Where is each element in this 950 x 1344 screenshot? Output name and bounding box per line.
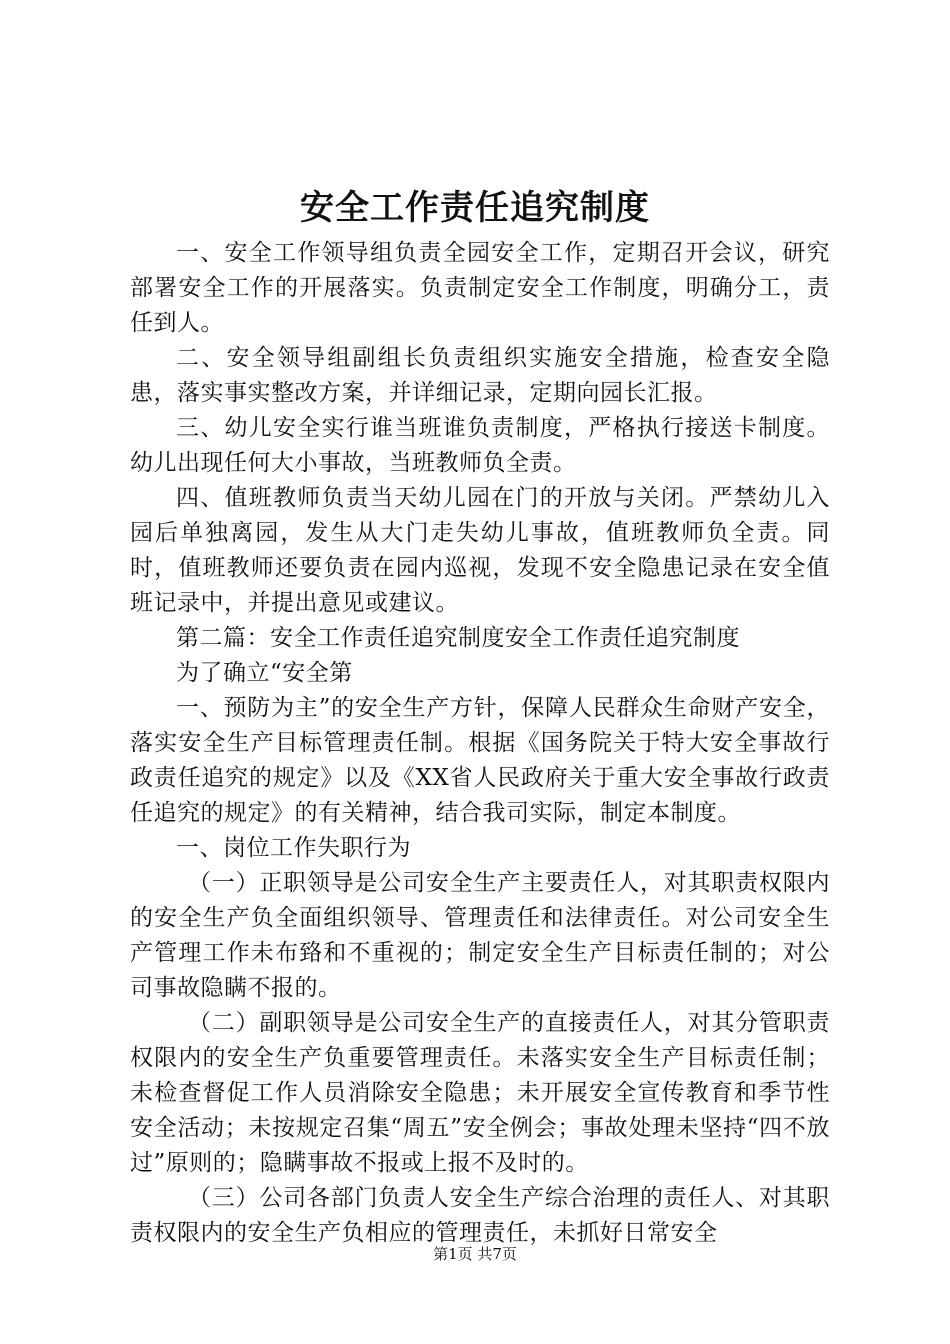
document-body (130, 236, 830, 1251)
paragraph-6: 为了确立“安全第 (176, 660, 353, 686)
paragraph-11: （三）公司各部门负责人安全生产综合治理的责任人、对其职责权限内的安全生产负相应的管理责任，未抓好日常安全 (130, 1185, 830, 1246)
paragraph-4: 四、值班教师负责当天幼儿园在门的开放与关闭。严禁幼儿入园后单独离园，发生从大门走失幼儿事故，值班教师负全责。同时，值班教师还要负责在园内巡视，发现不安全隐患记录在安全值班记录中，并提出意见或建议。 (130, 485, 830, 616)
paragraph-3: 三、幼儿安全实行谁当班谁负责制度，严格执行接送卡制度。幼儿出现任何大小事故，当班教师负全责。 (130, 415, 830, 476)
paragraph-10: （二）副职领导是公司安全生产的直接责任人，对其分管职责权限内的安全生产负重要管理责任。未落实安全生产目标责任制；未检查督促工作人员消除安全隐患；未开展安全宣传教育和季节性安全活动；未按规定召集“周五”安全例会；事故处理未坚持“四不放过”原则的；隐瞒事故不报或上报不及时的。 (130, 1010, 830, 1176)
page-number-footer: 第1页 共7页 (433, 1245, 517, 1263)
paragraph-1: 一、安全工作领导组负责全园安全工作，定期召开会议，研究部署安全工作的开展落实。负责制定安全工作制度，明确分工，责任到人。 (130, 240, 830, 336)
document-title: 安全工作责任追究制度 (300, 188, 650, 228)
subheading-job-dereliction: 一、岗位工作失职行为 (176, 835, 411, 861)
paragraph-2: 二、安全领导组副组长负责组织实施安全措施，检查安全隐患，落实事实整改方案，并详细记录，定期向园长汇报。 (130, 345, 830, 406)
paragraph-7: 一、预防为主”的安全生产方针，保障人民群众生命财产安全，落实安全生产目标管理责任制。根据《国务院关于特大安全事故行政责任追究的规定》以及《XX省人民政府关于重大安全事故行政责任追究的规定》的有关精神，结合我司实际，制定本制度。 (130, 695, 830, 826)
paragraph-9: （一）正职领导是公司安全生产主要责任人，对其职责权限内的安全生产负全面组织领导、管理责任和法律责任。对公司安全生产管理工作未布臵和不重视的；制定安全生产目标责任制的；对公司事故隐瞒不报的。 (130, 870, 830, 1001)
section-heading-part-two: 第二篇：安全工作责任追究制度安全工作责任追究制度 (176, 625, 740, 651)
